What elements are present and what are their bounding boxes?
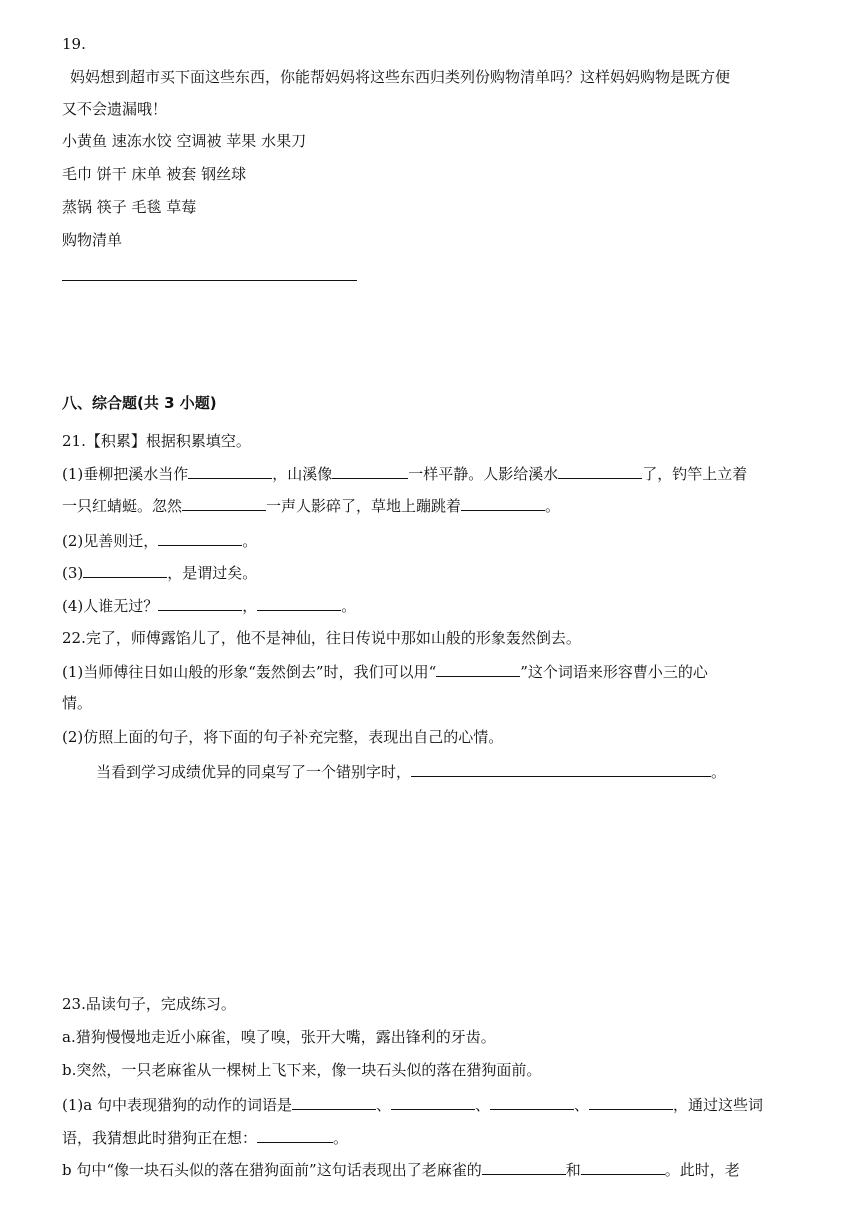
q21-part2: (2)见善则迁， 。 [62,529,257,552]
q23-part2: b 句中“像一块石头似的落在猎狗面前”这句话表现出了老麻雀的 和 。此时，老 [62,1158,740,1181]
answer-blank[interactable] [257,594,341,611]
q21-part4: (4)人谁无过？ ， 。 [62,594,356,617]
q19-list-label: 购物清单 [62,231,123,249]
answer-blank[interactable] [589,1093,673,1110]
answer-blank[interactable] [558,462,642,479]
q22-part1-line2: 情。 [62,694,93,712]
answer-blank[interactable] [411,760,711,777]
answer-blank[interactable] [158,529,242,546]
q23-header: 23.品读句子，完成练习。 [62,995,236,1013]
q23-part1-line2: 语，我猜想此时猎狗正在想： 。 [62,1126,348,1149]
q22-header: 22.完了，师傅露馅儿了，他不是神仙，往日传说中那如山般的形象轰然倒去。 [62,629,581,647]
q21-part1-line1: (1)垂柳把溪水当作 ，山溪像 一样平静。人影给溪水 了，钓竿上立着 [62,462,747,485]
q23-sentence-a: a.猎狗慢慢地走近小麻雀，嗅了嗅，张开大嘴，露出锋利的牙齿。 [62,1028,496,1046]
q23-sentence-b: b.突然，一只老麻雀从一棵树上飞下来，像一块石头似的落在猎狗面前。 [62,1061,542,1079]
answer-blank[interactable] [490,1093,574,1110]
q19-number: 19. [62,35,86,53]
answer-blank[interactable] [391,1093,475,1110]
answer-blank[interactable] [292,1093,376,1110]
q22-part2-sentence: 当看到学习成绩优异的同桌写了一个错别字时， 。 [96,760,726,783]
answer-blank[interactable] [581,1158,665,1175]
q19-items-line1: 小黄鱼 速冻水饺 空调被 苹果 水果刀 [62,132,307,150]
q19-prompt-line1: 妈妈想到超市买下面这些东西，你能帮妈妈将这些东西归类列份购物清单吗？这样妈妈购物是既方便 [70,68,731,86]
section8-title: 八、综合题(共 3 小题) [62,394,217,412]
answer-blank[interactable] [188,462,272,479]
answer-blank[interactable] [182,494,266,511]
answer-blank[interactable] [257,1126,333,1143]
q22-part1-line1: (1)当师傅往日如山般的形象“轰然倒去”时，我们可以用“ ”这个词语来形容曹小三的心 [62,660,708,683]
q22-part2: (2)仿照上面的句子，将下面的句子补充完整，表现出自己的心情。 [62,728,504,746]
q21-part1-line2: 一只红蜻蜓。忽然 一声人影碎了，草地上蹦跳着 。 [62,494,560,517]
q19-answer-line[interactable] [62,280,357,281]
answer-blank[interactable] [83,561,167,578]
q21-part3: (3) ，是谓过矣。 [62,561,257,584]
answer-blank[interactable] [482,1158,566,1175]
q19-items-line3: 蒸锅 筷子 毛毯 草莓 [62,198,197,216]
q23-part1-line1: (1)a 句中表现猎狗的动作的词语是 、 、 、 ，通过这些词 [62,1093,763,1116]
answer-blank[interactable] [158,594,242,611]
q19-prompt-line2: 又不会遗漏哦！ [62,100,168,118]
q19-items-line2: 毛巾 饼干 床单 被套 钢丝球 [62,165,247,183]
answer-blank[interactable] [461,494,545,511]
answer-blank[interactable] [436,660,520,677]
q21-header: 21.【积累】根据积累填空。 [62,432,251,450]
answer-blank[interactable] [332,462,408,479]
